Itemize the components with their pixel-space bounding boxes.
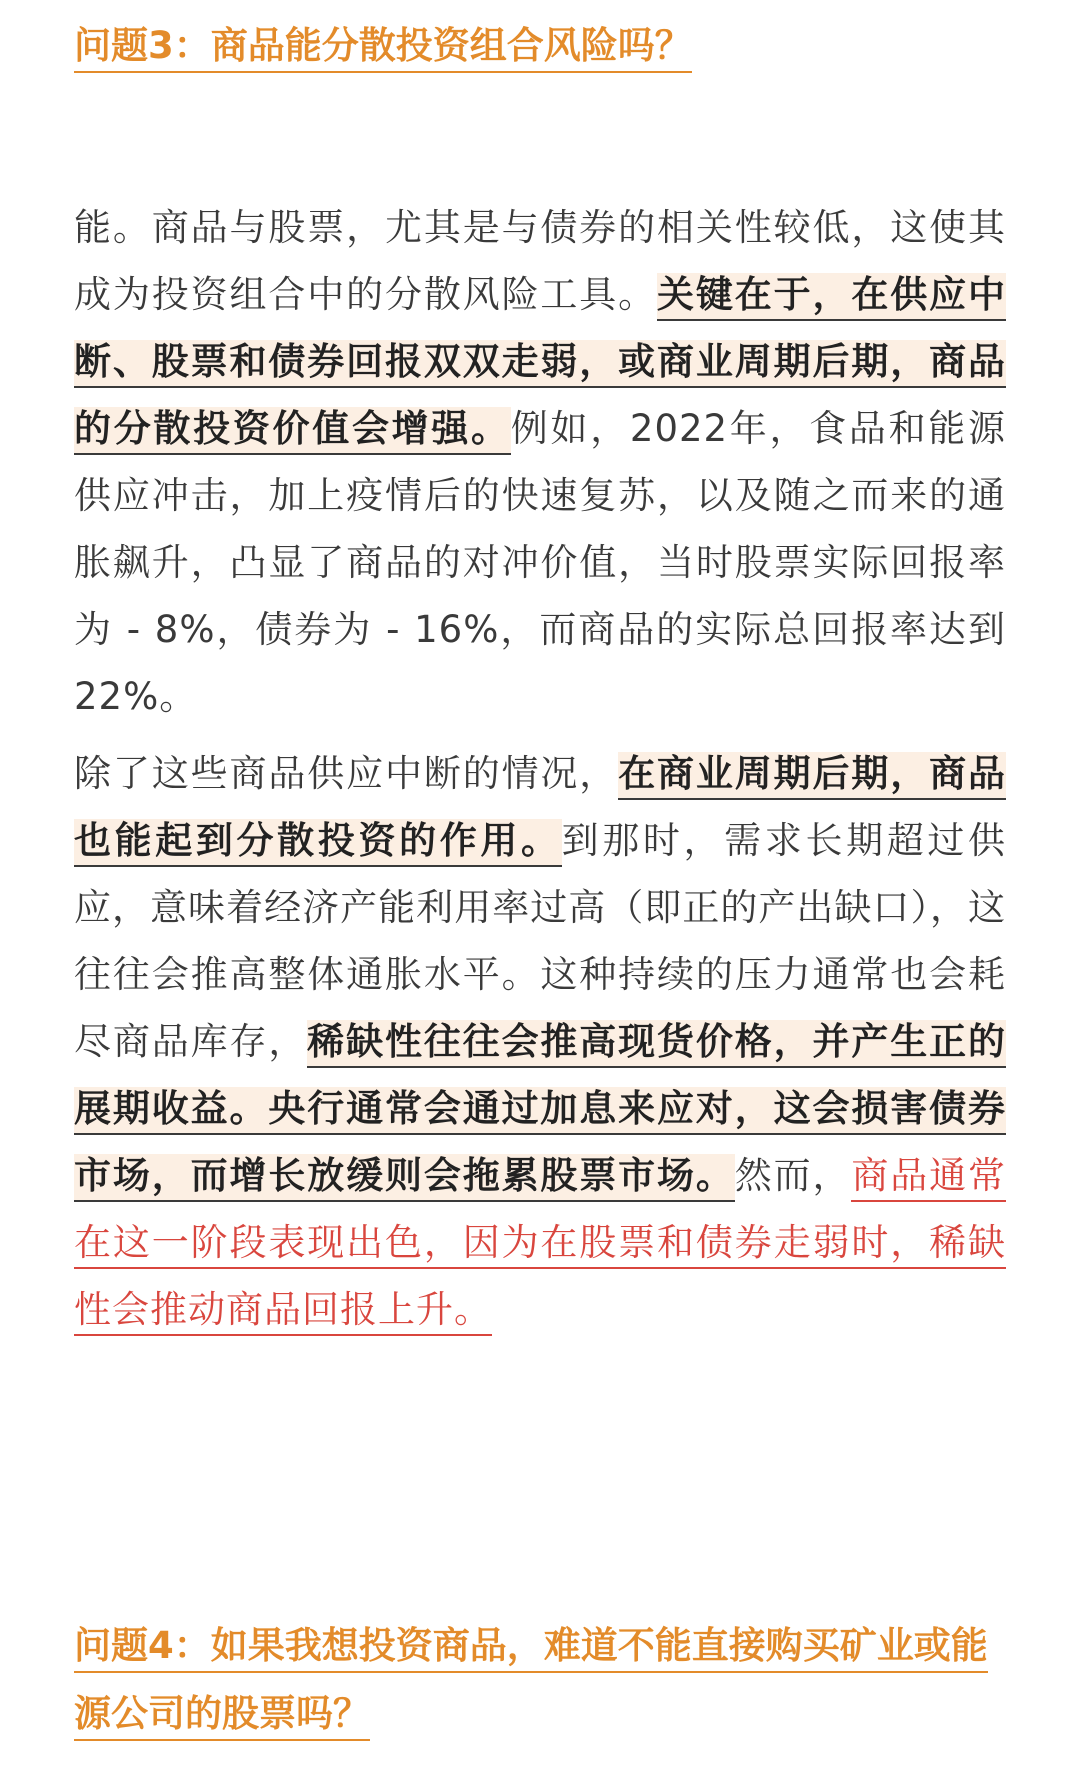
answer-paragraph-2 — [74, 740, 1006, 1343]
answer-paragraph-1 — [74, 194, 1006, 730]
paragraph-2-text-a: 除了这些商品供应中断的情况， — [74, 752, 619, 795]
question-4-title: 问题4：如果我想投资商品，难道不能直接购买矿业或能源公司的股票吗？ — [74, 1624, 988, 1741]
paragraph-2-red-emphasis: 商品通常在这一阶段表现出色，因为在股票和债券走弱时，稀缺性会推动商品回报上升。 — [74, 1154, 1006, 1336]
paragraph-2-highlight-b: 稀缺性往往会推高现货价格，并产生正的展期收益。央行通常会通过加息来应对，这会损害债券市场，而增长放缓则会拖累股票市场。 — [74, 1020, 1006, 1202]
paragraph-1-text-b: 例如，2022年，食品和能源供应冲击，加上疫情后的快速复苏，以及随之而来的通胀飙升，凸显了商品的对冲价值，当时股票实际回报率为 - 8%，债券为 - 16%，而商品的实际总回报率达到22%。 — [74, 407, 1007, 718]
paragraph-2-text-c: 然而， — [734, 1154, 852, 1197]
question-3-heading — [74, 12, 692, 80]
question-3-title: 问题3：商品能分散投资组合风险吗？ — [74, 24, 692, 73]
paragraph-2-text-b: 到那时，需求长期超过供应，意味着经济产能利用率过高（即正的产出缺口），这往往会推高整体通胀水平。这种持续的压力通常也会耗尽商品库存， — [74, 819, 1007, 1063]
paragraph-1-highlight: 关键在于，在供应中断、股票和债券回报双双走弱，或商业周期后期，商品的分散投资价值会增强。 — [74, 273, 1006, 455]
question-4-heading — [74, 1612, 1006, 1748]
paragraph-2-highlight-a: 在商业周期后期，商品也能起到分散投资的作用。 — [74, 752, 1006, 867]
paragraph-1-text-a: 能。商品与股票，尤其是与债券的相关性较低，这使其成为投资组合中的分散风险工具。 — [74, 206, 1006, 316]
